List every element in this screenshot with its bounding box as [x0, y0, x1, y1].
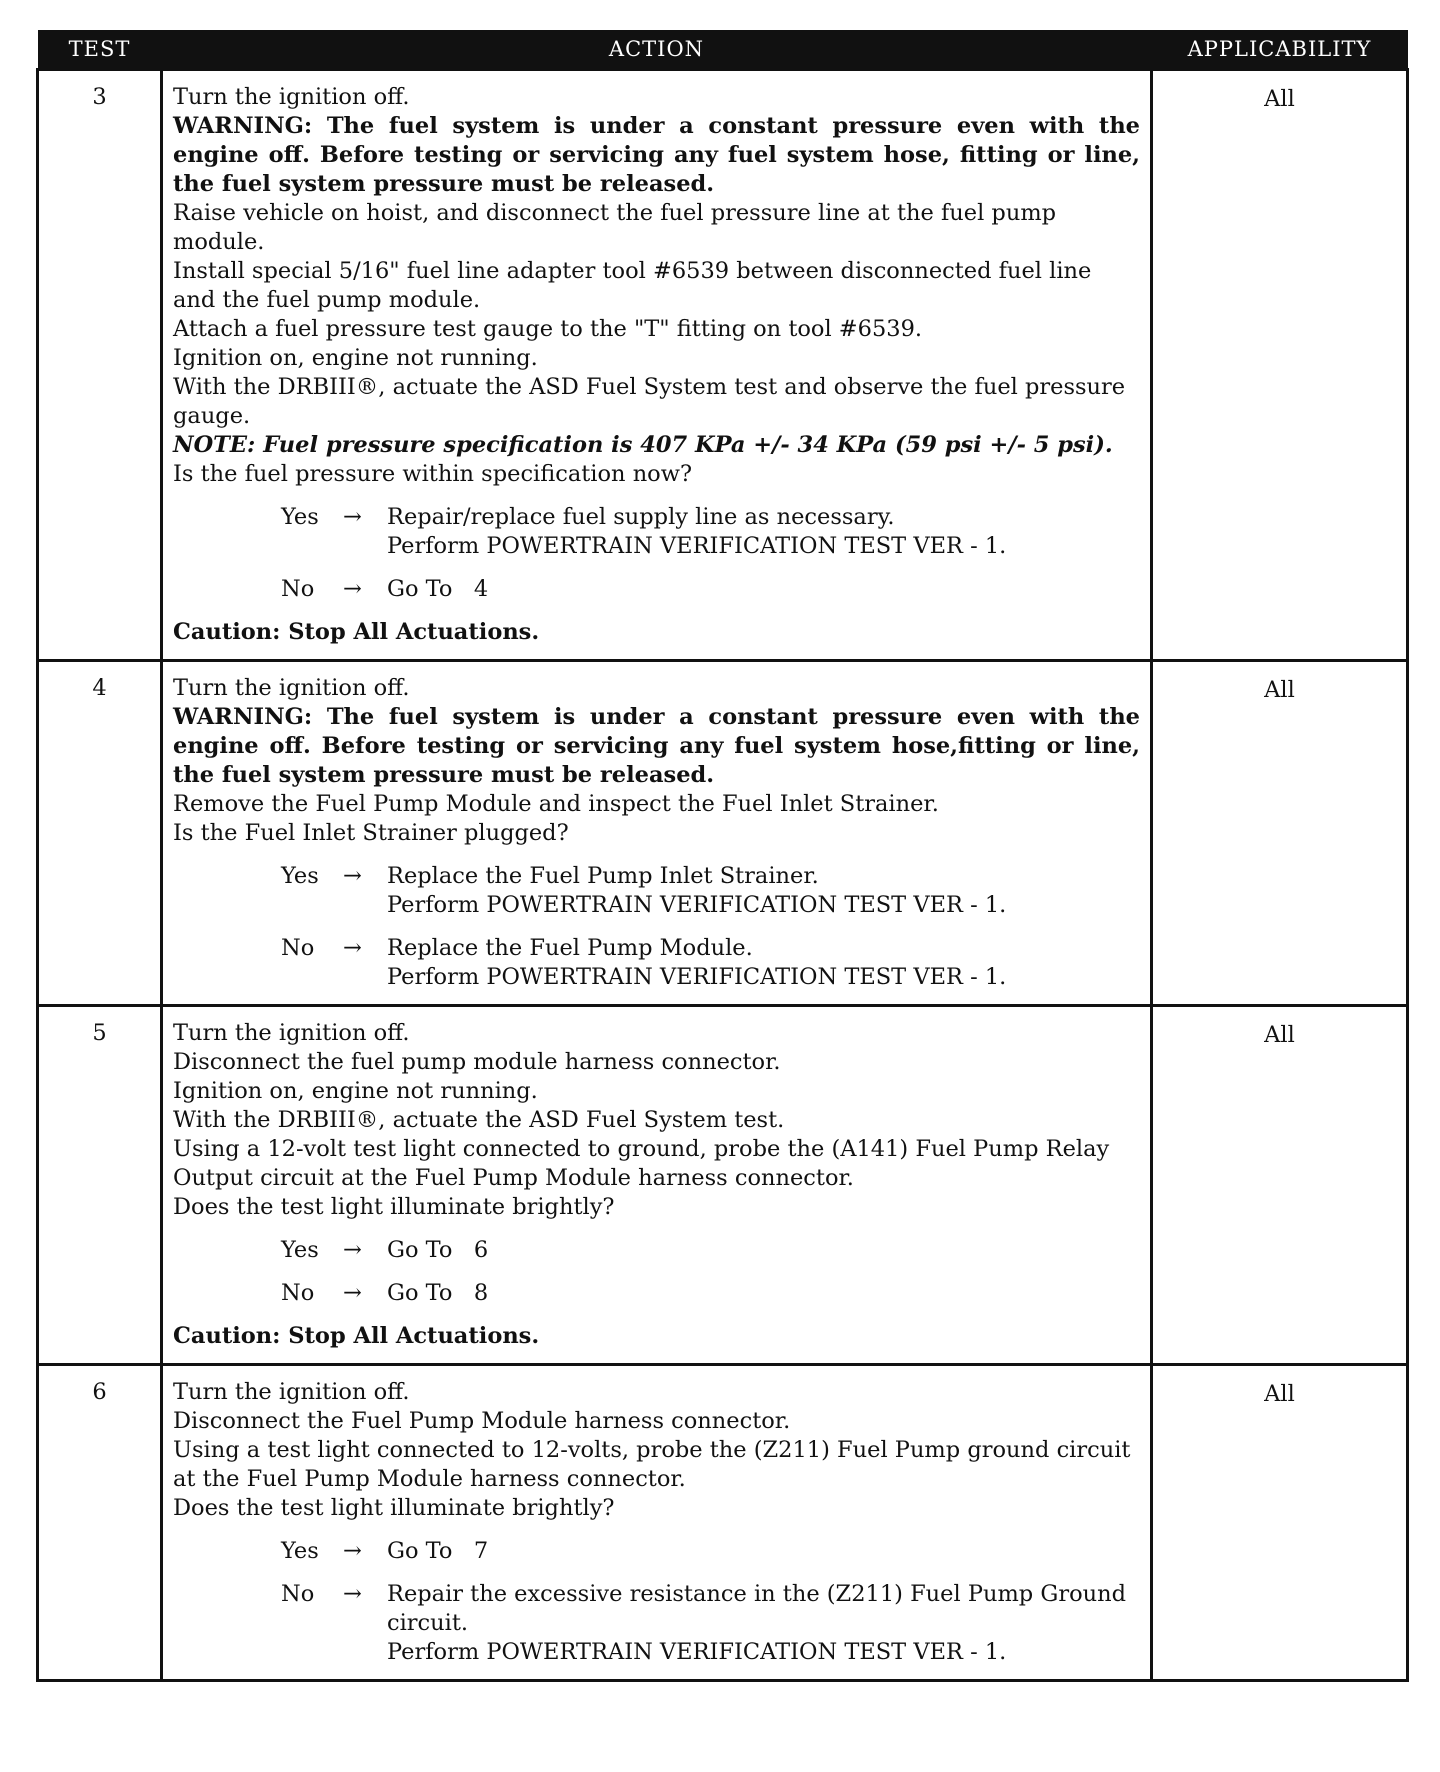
decision-branches: [173, 503, 1140, 604]
action-cell: [162, 70, 1152, 661]
decision-branches: [173, 862, 1140, 992]
test-number: 6: [38, 1365, 162, 1681]
instruction-text: Remove the Fuel Pump Module and inspect the Fuel Inlet Strainer.: [173, 791, 939, 817]
instruction-text: With the DRBIII®, actuate the ASD Fuel System test and observe the fuel pressure gauge.: [173, 374, 1126, 429]
decision-branch-no: [281, 1580, 1140, 1667]
branch-result-line: Go To 8: [387, 1280, 489, 1306]
branch-result-line: Perform POWERTRAIN VERIFICATION TEST VER - 1.: [387, 964, 1007, 990]
branch-result-line: Repair the excessive resistance in the (Z211) Fuel Pump Ground circuit.: [387, 1581, 1134, 1636]
instruction-text: Using a 12-volt test light connected to ground, probe the (A141) Fuel Pump Relay Output circuit at the Fuel Pump Module harness connector.: [173, 1136, 1110, 1191]
branch-result-line: Repair/replace fuel supply line as necessary.: [387, 504, 895, 530]
instruction-text: Disconnect the fuel pump module harness connector.: [173, 1049, 781, 1075]
branch-result: [387, 862, 1140, 920]
table-header: [38, 30, 1408, 70]
instruction-text: Disconnect the Fuel Pump Module harness connector.: [173, 1408, 791, 1434]
branch-result: [387, 1580, 1140, 1667]
branch-result-line: Go To 4: [387, 576, 489, 602]
test-number: 3: [38, 70, 162, 661]
warning-text: WARNING: The fuel system is under a constant pressure even with the engine off. Before testing or servicing any fuel system hose,fitting or line, the fuel system pressure must be released.: [173, 704, 1140, 788]
instruction-text: Install special 5/16" fuel line adapter tool #6539 between disconnected fuel line and the fuel pump module.: [173, 258, 1092, 313]
instruction-text: Ignition on, engine not running.: [173, 1078, 538, 1104]
decision-branch-no: [281, 1279, 1140, 1308]
right-arrow-icon: →: [343, 1280, 362, 1306]
decision-branch-yes: [281, 503, 1140, 561]
applicability-value: All: [1152, 1365, 1408, 1681]
header-action: ACTION: [162, 30, 1152, 70]
instruction-text: Ignition on, engine not running.: [173, 345, 538, 371]
note-text: NOTE: Fuel pressure specification is 407 KPa +/- 34 KPa (59 psi +/- 5 psi).: [173, 432, 1113, 458]
branch-label: No: [281, 1280, 315, 1306]
right-arrow-icon: →: [343, 576, 362, 602]
branch-label: Yes: [281, 1538, 319, 1564]
branch-result: [387, 1279, 1140, 1308]
decision-branch-yes: [281, 1537, 1140, 1566]
branch-label: Yes: [281, 504, 319, 530]
test-row: [38, 1006, 1408, 1365]
branch-result: [387, 503, 1140, 561]
test-number: 5: [38, 1006, 162, 1365]
instruction-text: Turn the ignition off.: [173, 1379, 410, 1405]
table-body: [38, 70, 1408, 1681]
diagnostic-test-table: [36, 30, 1409, 1682]
caution-text: Caution: Stop All Actuations.: [173, 1323, 540, 1349]
decision-branch-yes: [281, 1236, 1140, 1265]
right-arrow-icon: →: [343, 1581, 362, 1607]
branch-label: Yes: [281, 1237, 319, 1263]
branch-result-line: Replace the Fuel Pump Inlet Strainer.: [387, 863, 819, 889]
branch-result-line: Go To 6: [387, 1237, 489, 1263]
right-arrow-icon: →: [343, 935, 362, 961]
instruction-text: Does the test light illuminate brightly?: [173, 1194, 615, 1220]
right-arrow-icon: →: [343, 863, 362, 889]
instruction-text: Using a test light connected to 12-volts, probe the (Z211) Fuel Pump ground circuit at the Fuel Pump Module harness connector.: [173, 1437, 1131, 1492]
decision-branch-no: [281, 934, 1140, 992]
instruction-text: Raise vehicle on hoist, and disconnect the fuel pressure line at the fuel pump module.: [173, 200, 1057, 255]
branch-label: No: [281, 935, 315, 961]
test-row: [38, 661, 1408, 1006]
branch-result: [387, 575, 1140, 604]
branch-result-line: Perform POWERTRAIN VERIFICATION TEST VER - 1.: [387, 892, 1007, 918]
decision-branch-no: [281, 575, 1140, 604]
branch-result: [387, 934, 1140, 992]
branch-result: [387, 1236, 1140, 1265]
branch-label: No: [281, 1581, 315, 1607]
instruction-text: Attach a fuel pressure test gauge to the "T" fitting on tool #6539.: [173, 316, 923, 342]
applicability-value: All: [1152, 1006, 1408, 1365]
instruction-text: With the DRBIII®, actuate the ASD Fuel System test.: [173, 1107, 785, 1133]
decision-branches: [173, 1537, 1140, 1667]
branch-result: [387, 1537, 1140, 1566]
test-row: [38, 70, 1408, 661]
test-row: [38, 1365, 1408, 1681]
right-arrow-icon: →: [343, 504, 362, 530]
applicability-value: All: [1152, 70, 1408, 661]
instruction-text: Does the test light illuminate brightly?: [173, 1495, 615, 1521]
branch-result-line: Perform POWERTRAIN VERIFICATION TEST VER - 1.: [387, 1639, 1007, 1665]
caution-text: Caution: Stop All Actuations.: [173, 619, 540, 645]
diagnostic-test-page: [36, 30, 1406, 1682]
action-cell: [162, 661, 1152, 1006]
decision-branch-yes: [281, 862, 1140, 920]
header-applicability: APPLICABILITY: [1152, 30, 1408, 70]
header-test: TEST: [38, 30, 162, 70]
right-arrow-icon: →: [343, 1237, 362, 1263]
test-number: 4: [38, 661, 162, 1006]
instruction-text: Is the fuel pressure within specification now?: [173, 461, 693, 487]
warning-text: WARNING: The fuel system is under a constant pressure even with the engine off. Before testing or servicing any fuel system hose, fitting or line, the fuel system pressure must be released.: [173, 113, 1140, 197]
instruction-text: Turn the ignition off.: [173, 675, 410, 701]
decision-branches: [173, 1236, 1140, 1308]
branch-result-line: Replace the Fuel Pump Module.: [387, 935, 753, 961]
action-cell: [162, 1365, 1152, 1681]
applicability-value: All: [1152, 661, 1408, 1006]
branch-label: Yes: [281, 863, 319, 889]
instruction-text: Turn the ignition off.: [173, 84, 410, 110]
branch-label: No: [281, 576, 315, 602]
right-arrow-icon: →: [343, 1538, 362, 1564]
branch-result-line: Go To 7: [387, 1538, 489, 1564]
action-cell: [162, 1006, 1152, 1365]
instruction-text: Turn the ignition off.: [173, 1020, 410, 1046]
branch-result-line: Perform POWERTRAIN VERIFICATION TEST VER - 1.: [387, 533, 1007, 559]
instruction-text: Is the Fuel Inlet Strainer plugged?: [173, 820, 569, 846]
